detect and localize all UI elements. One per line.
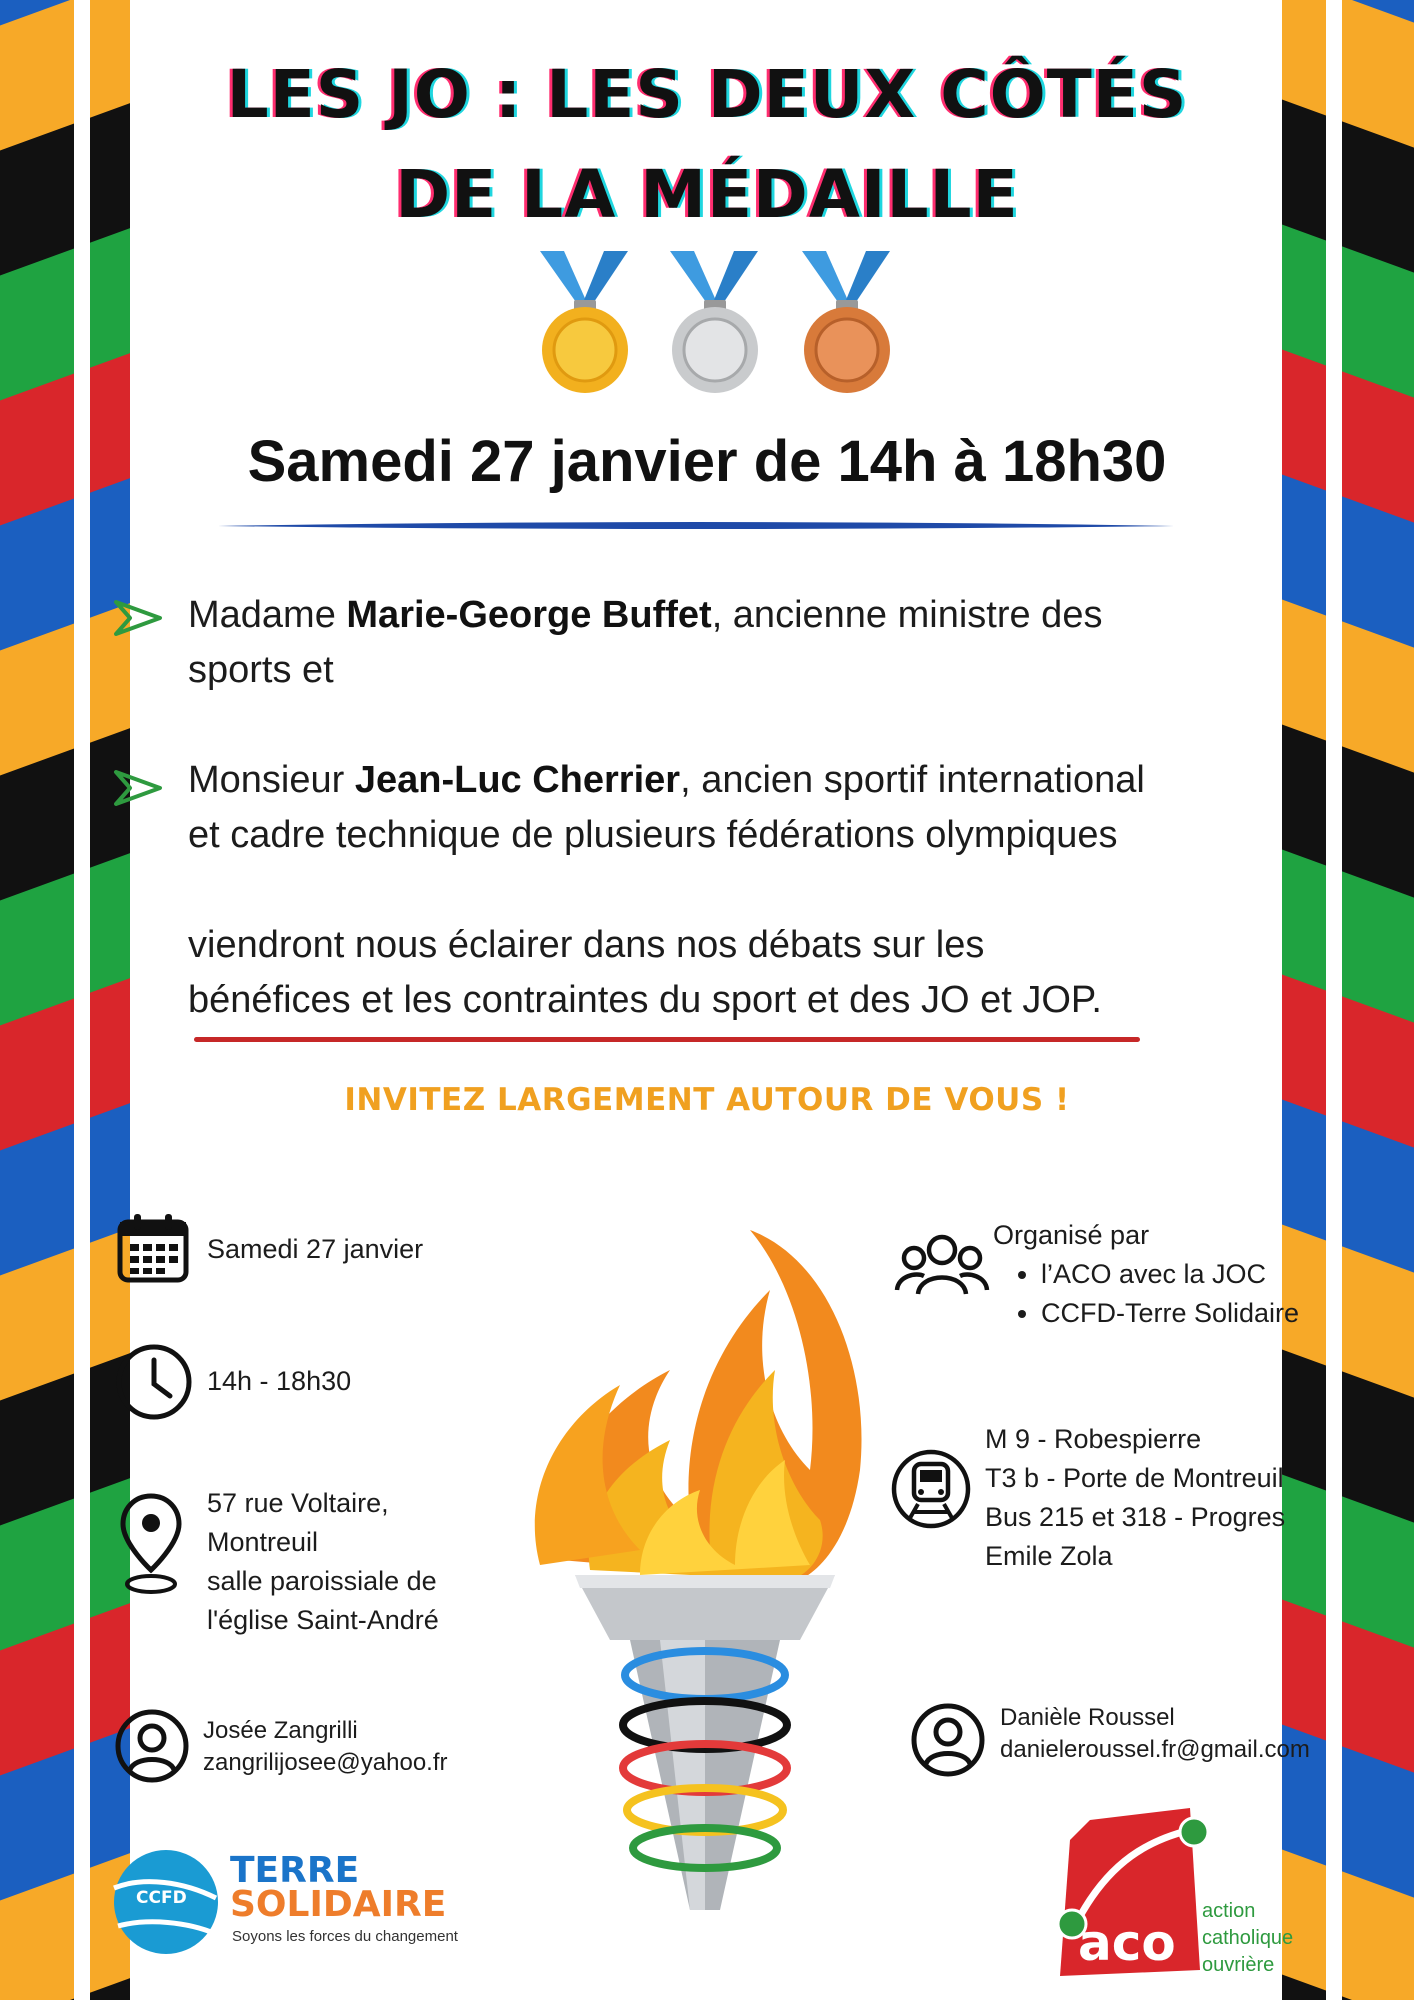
contact-left-name: Josée Zangrilli [203,1717,358,1744]
transport-block [985,1420,1285,1576]
organizer-item: • CCFD-Terre Solidaire [1041,1294,1299,1333]
contact-right-email[interactable]: danieleroussel.fr@gmail.com [1000,1736,1310,1763]
closing-line-1: viendront nous éclairer dans nos débats sur les [188,924,985,966]
left-decorative-stripes [0,0,130,2000]
aco-line-3: ouvrière [1202,1954,1275,1976]
torch-illustration [520,1170,890,1930]
train-icon [890,1448,972,1530]
aco-line-2: catholique [1202,1927,1294,1949]
detail-address [207,1484,439,1640]
address-line-1: 57 rue Voltaire, [207,1488,389,1518]
closing-line-2: bénéfices et les contraintes du sport et des JO et JOP. [188,979,1102,1021]
speaker-2-role: , ancien sportif international [680,759,1145,801]
medal-icon [802,251,890,393]
medal-icon [540,251,628,393]
event-date-heading: Samedi 27 janvier de 14h à 18h30 [247,429,1167,494]
speaker-2-name: Jean-Luc Cherrier [354,759,681,801]
speaker-2-text [188,753,1145,863]
contact-left [203,1715,448,1779]
medal-icon [670,251,758,393]
clock-icon [114,1342,194,1422]
transport-line: Emile Zola [985,1541,1113,1571]
invite-banner: INVITEZ LARGEMENT AUTOUR DE VOUS ! [344,1082,1070,1118]
address-line-3: salle paroissiale de [207,1566,437,1596]
title-line-1: LES JO : LES DEUX CÔTÉS [226,56,1188,133]
organizer-item: • l’ACO avec la JOC [1041,1255,1299,1294]
address-line-4: l'église Saint-André [207,1605,439,1635]
transport-line: T3 b - Porte de Montreuil [985,1463,1284,1493]
title-line-2: DE LA MÉDAILLE [395,156,1019,233]
speaker-1-line2: sports et [188,649,334,691]
aco-tagline [1202,1898,1293,1979]
aco-line-1: action [1202,1900,1256,1922]
medals-row [530,245,910,405]
detail-time: 14h - 18h30 [207,1366,352,1396]
left-white-line [74,0,90,2000]
calendar-icon [116,1212,190,1284]
aco-logo [1050,1800,1320,1990]
speaker-1-text [188,588,1102,698]
ccfd-tagline: Soyons les forces du changement [232,1928,458,1945]
contact-right [1000,1702,1310,1766]
right-white-line [1326,0,1342,2000]
transport-line: Bus 215 et 318 - Progres [985,1502,1286,1532]
organizers-block [993,1216,1299,1333]
contact-left-email[interactable]: zangrilijosee@yahoo.fr [203,1749,448,1776]
user-icon [114,1708,190,1784]
speaker-2-prefix: Monsieur [188,759,355,801]
aco-mark-text: aco [1078,1914,1176,1972]
ccfd-terre: TERRE [230,1850,360,1891]
arrow-bullet-icon [110,768,166,808]
location-pin-icon [118,1492,184,1596]
ccfd-terre-solidaire-logo [104,1848,484,1958]
closing-text [188,918,1102,1028]
group-icon [894,1228,990,1300]
organized-label: Organisé par [993,1220,1150,1250]
speaker-1-prefix: Madame [188,594,347,636]
user-icon [910,1702,986,1778]
ccfd-badge: CCFD [136,1888,187,1908]
red-divider [194,1037,1140,1042]
transport-line: M 9 - Robespierre [985,1424,1202,1454]
blue-divider [218,520,1174,532]
right-decorative-stripes [1282,0,1414,2000]
arrow-bullet-icon [110,598,166,638]
detail-date: Samedi 27 janvier [207,1234,424,1264]
speaker-1-name: Marie-George Buffet [346,594,712,636]
speaker-1-role: , ancienne ministre des [711,594,1103,636]
address-line-2: Montreuil [207,1527,319,1557]
speaker-2-line2: et cadre technique de plusieurs fédérations olympiques [188,814,1118,856]
ccfd-solidaire: SOLIDAIRE [230,1884,447,1925]
contact-right-name: Danièle Roussel [1000,1704,1175,1731]
